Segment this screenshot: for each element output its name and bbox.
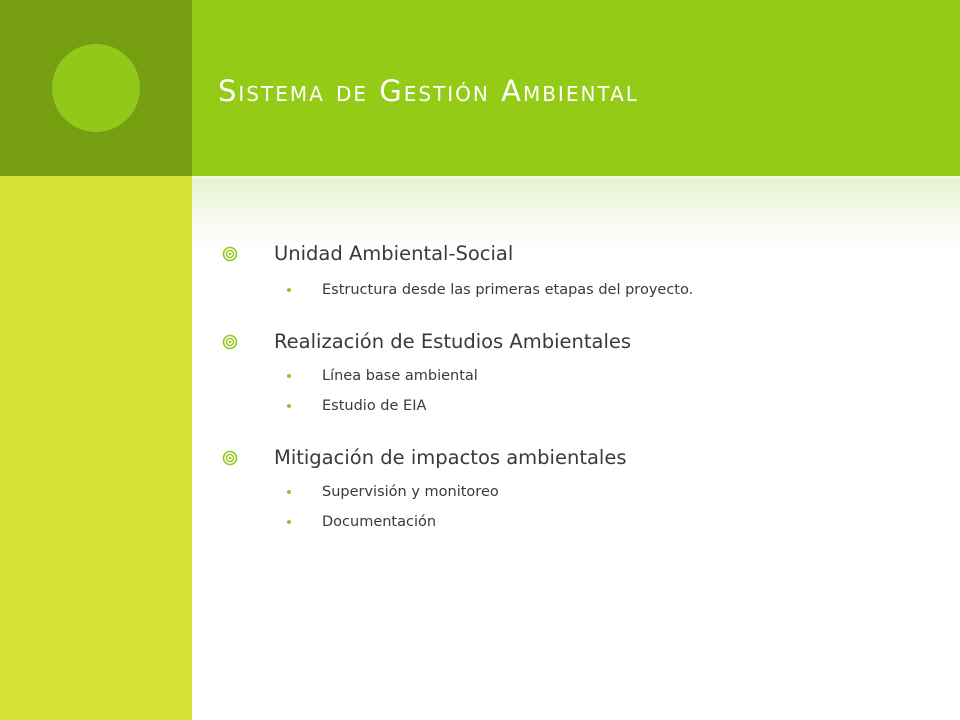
left-sidebar-band	[0, 176, 192, 720]
sub-bullet-item	[222, 482, 942, 502]
dot-icon	[287, 374, 291, 378]
dot-icon	[287, 288, 291, 292]
sub-bullet-item	[222, 280, 942, 300]
bullet-heading: Unidad Ambiental-Social	[274, 242, 514, 265]
sub-bullet-item	[222, 366, 942, 386]
header-gradient	[192, 179, 960, 249]
bullet-item	[222, 328, 942, 356]
target-icon	[222, 334, 238, 350]
sub-bullet-text: Supervisión y monitoreo	[322, 484, 499, 500]
sub-bullet-text: Estructura desde las primeras etapas del proyecto.	[322, 282, 694, 298]
target-icon	[222, 246, 238, 262]
dot-icon	[287, 520, 291, 524]
bullet-list	[222, 240, 942, 532]
bullet-heading: Realización de Estudios Ambientales	[274, 330, 632, 353]
dot-icon	[287, 404, 291, 408]
sub-bullet-text: Línea base ambiental	[322, 368, 478, 384]
dot-icon	[287, 490, 291, 494]
bullet-item	[222, 444, 942, 472]
sub-bullet-item	[222, 396, 942, 416]
decorative-circle	[52, 44, 140, 132]
bullet-item	[222, 240, 942, 268]
sub-bullet-item	[222, 512, 942, 532]
sub-bullet-text: Documentación	[322, 514, 437, 530]
target-icon	[222, 450, 238, 466]
bullet-heading: Mitigación de impactos ambientales	[274, 446, 627, 469]
sub-bullet-text: Estudio de EIA	[322, 398, 427, 414]
slide-title: Sistema de Gestión Ambiental	[218, 74, 639, 108]
